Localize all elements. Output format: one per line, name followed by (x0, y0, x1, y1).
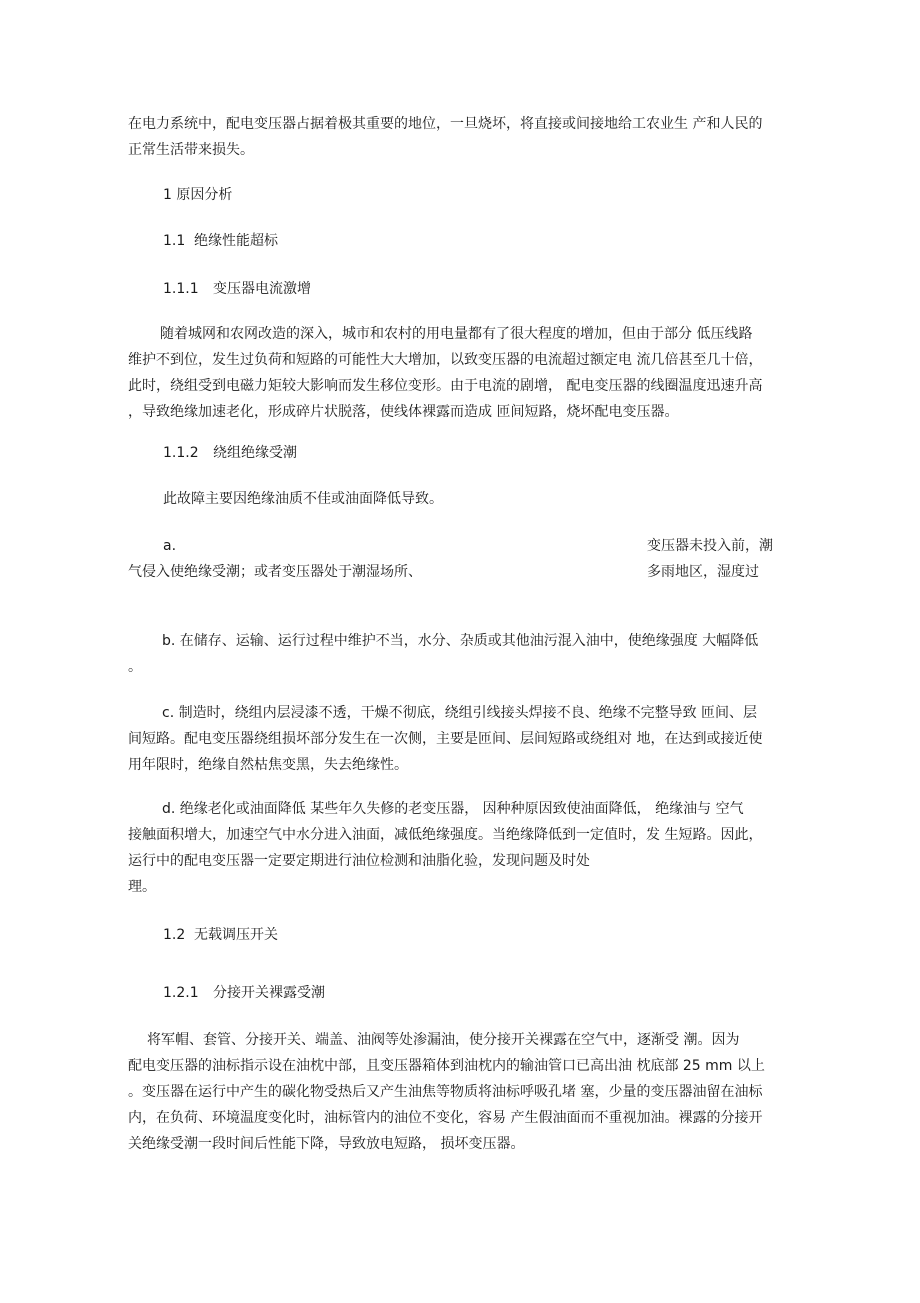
paragraph-line: 配电变压器的油标指示设在油枕中部，且变压器箱体到油枕内的输油管口已高出油 枕底部 25 mm 以上 (128, 1058, 765, 1074)
paragraph-line: 内，在负荷、环境温度变化时，油标管内的油位不变化，容易 产生假油面而不重视加油。裸露的分接开 (128, 1110, 763, 1126)
item-b-paragraph (128, 628, 788, 680)
item-a-right-line-1: 变压器未投入前，潮 (647, 538, 773, 554)
intro-line-1: 在电力系统中，配电变压器占据着极其重要的地位，一旦烧坏，将直接或间接地给工农业生 产和人民的 (128, 116, 763, 132)
section-1-2-1-heading (163, 983, 325, 1003)
paragraph-line: 用年限时，绝缘自然枯焦变黑，失去绝缘性。 (128, 757, 408, 773)
section-1-1-heading (163, 231, 278, 251)
moisture-cause-paragraph: 此故障主要因绝缘油质不佳或油面降低导致。 (163, 491, 443, 507)
section-1-heading (163, 185, 232, 205)
section-1-2-heading (163, 925, 278, 945)
paragraph-line: 运行中的配电变压器一定要定期进行油位检测和油脂化验，发现问题及时处 (128, 853, 590, 869)
section-1-1-2-title: 绕组绝缘受潮 (213, 445, 297, 461)
section-1-1-number: 1.1 (163, 233, 186, 249)
section-1-1-2-number: 1.1.2 (163, 445, 199, 461)
paragraph-line: d. 绝缘老化或油面降低 某些年久失修的老变压器， 因种种原因致使油面降低， 绝缘油与 空气 (162, 801, 744, 817)
paragraph-line: b. 在储存、运输、运行过程中维护不当，水分、杂质或其他油污混入油中，使绝缘强度 大幅降低 (162, 633, 759, 649)
intro-paragraph (128, 111, 788, 163)
item-a-left-line: 气侵入使绝缘受潮；或者变压器处于潮湿场所、 (128, 564, 422, 580)
intro-line-2: 正常生活带来损失。 (128, 142, 254, 158)
paragraph-line: 理。 (128, 879, 156, 895)
section-1-2-title: 无载调压开关 (194, 927, 278, 943)
section-1-title: 1 原因分析 (163, 187, 233, 203)
current-surge-paragraph (128, 321, 788, 425)
section-1-2-number: 1.2 (163, 927, 186, 943)
paragraph-line: 此时，绕组受到电磁力矩较大影响而发生移位变形。由于电流的剧增， 配电变压器的线圈温度迅速升高 (128, 378, 763, 394)
paragraph-line: 关绝缘受潮一段时间后性能下降，导致放电短路， 损坏变压器。 (128, 1136, 525, 1152)
section-1-1-2-heading (163, 443, 297, 463)
section-1-1-title: 绝缘性能超标 (194, 233, 278, 249)
paragraph-line: 间短路。配电变压器绕组损坏部分发生在一次侧，主要是匝间、层间短路或绕组对 地，在达到或接近使 (128, 731, 763, 747)
paragraph-line: 维护不到位，发生过负荷和短路的可能性大大增加，以致变压器的电流超过额定电 流几倍甚至几十倍， (128, 352, 763, 368)
paragraph-line: 。变压器在运行中产生的碳化物受热后又产生油焦等物质将油标呼吸孔堵 塞，少量的变压器油留在油标 (128, 1084, 763, 1100)
item-a-right-line-2: 多雨地区，湿度过 (647, 564, 759, 580)
paragraph-line: 接触面积增大，加速空气中水分进入油面，减低绝缘强度。当绝缘降低到一定值时，发 生短路。因此， (128, 827, 763, 843)
section-1-1-1-number: 1.1.1 (163, 281, 199, 297)
paragraph-line: ，导致绝缘加速老化，形成碎片状脱落，使线体裸露而造成 匝间短路，烧坏配电变压器。 (128, 404, 679, 420)
paragraph-line: 随着城网和农网改造的深入，城市和农村的用电量都有了很大程度的增加，但由于部分 低压线路 (160, 326, 753, 342)
paragraph-line: 。 (128, 659, 142, 675)
paragraph-line: 将军帽、套管、分接开关、端盖、油阀等处渗漏油，使分接开关裸露在空气中，逐渐受 潮。因为 (147, 1032, 740, 1048)
paragraph-line: c. 制造时，绕组内层浸漆不透，干燥不彻底，绕组引线接头焊接不良、绝缘不完整导致 匝间、层 (162, 705, 758, 721)
item-d-paragraph (128, 796, 788, 900)
section-1-1-1-title: 变压器电流激增 (213, 281, 311, 297)
tap-changer-paragraph (128, 1027, 788, 1157)
section-1-2-1-title: 分接开关裸露受潮 (213, 985, 325, 1001)
section-1-2-1-number: 1.2.1 (163, 985, 199, 1001)
item-c-paragraph (128, 700, 788, 778)
item-a-label: a. (163, 538, 177, 554)
section-1-1-1-heading (163, 279, 311, 299)
